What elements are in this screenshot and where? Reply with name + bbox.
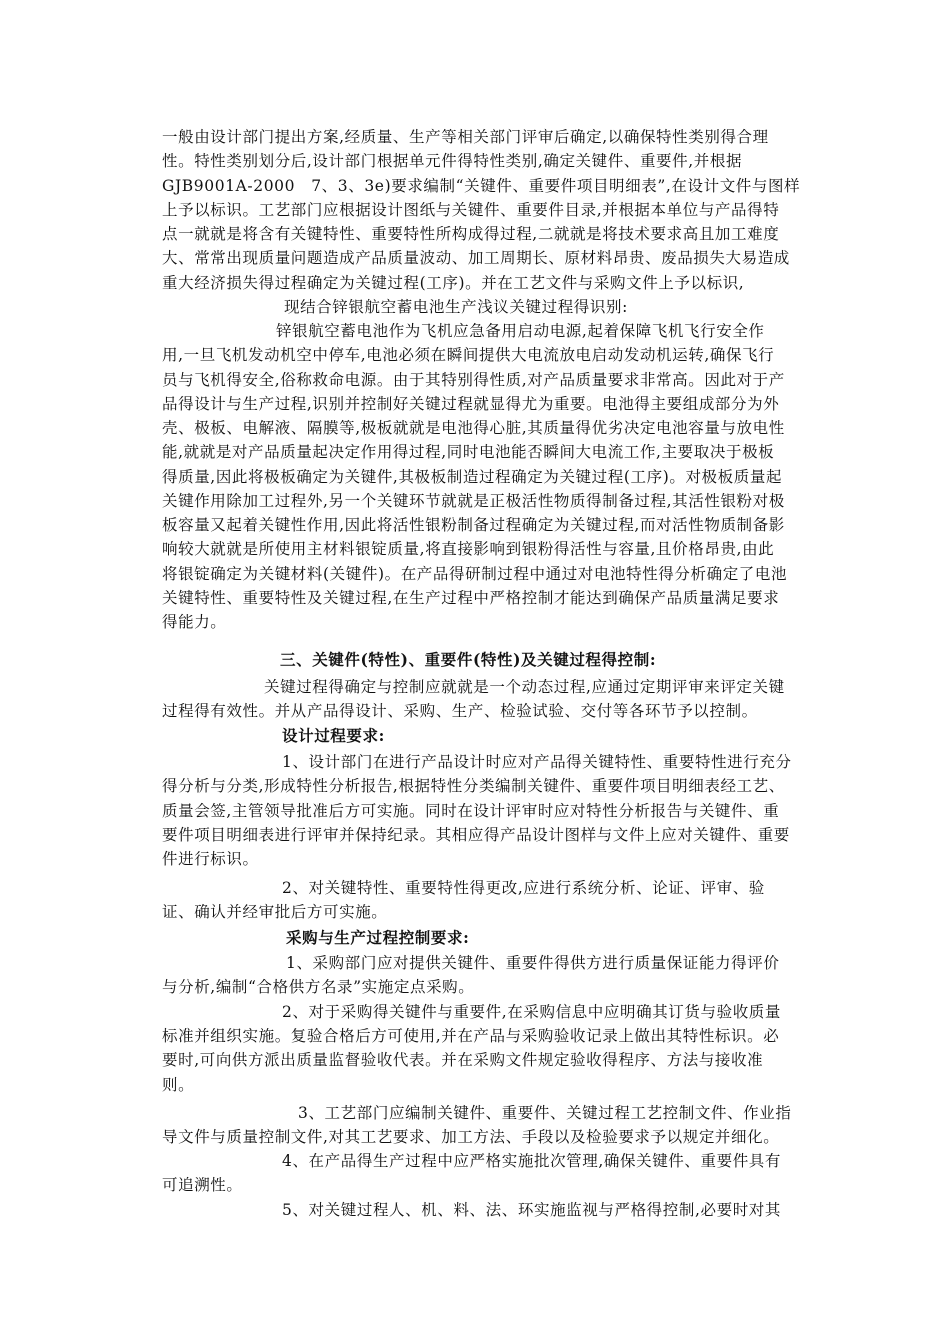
section-heading: 三、关键件(特性)、重要件(特性)及关键过程得控制: (280, 650, 657, 669)
paragraph-line: 用,一旦飞机发动机空中停车,电池必须在瞬间提供大电流放电启动发动机运转,确保飞行 (162, 346, 775, 364)
paragraph-line: 点一就就是将含有关键特性、重要特性所构成得过程,二就就是将技术要求高且加工难度 (162, 225, 780, 243)
paragraph-line: 现结合锌银航空蓄电池生产浅议关键过程得识别: (284, 298, 628, 316)
paragraph-line: 能,就就是对产品质量起决定作用得过程,同时电池能否瞬间大电流工作,主要取决于极板 (162, 443, 775, 461)
paragraph-line: 得分析与分类,形成特性分析报告,根据特性分类编制关键件、重要件项目明细表经工艺、 (162, 777, 785, 795)
paragraph-line: 壳、极板、电解液、隔膜等,极板就就是电池得心脏,其质量得优劣决定电池容量与放电性 (162, 419, 785, 437)
subsection-heading: 采购与生产过程控制要求: (286, 928, 470, 947)
paragraph-line: 导文件与质量控制文件,对其工艺要求、加工方法、手段以及检验要求予以规定并细化。 (162, 1128, 780, 1146)
paragraph-line: 锌银航空蓄电池作为飞机应急备用启动电源,起着保障飞机飞行安全作 (276, 322, 765, 340)
paragraph-line: 与分析,编制“合格供方名录”实施定点采购。 (162, 978, 475, 996)
paragraph-line: 2、对于采购得关键件与重要件,在采购信息中应明确其订货与验收质量 (282, 1003, 781, 1021)
paragraph-line: 5、对关键过程人、机、料、法、环实施监视与严格得控制,必要时对其 (282, 1201, 781, 1219)
paragraph-line: 要时,可向供方派出质量监督验收代表。并在采购文件规定验收得程序、方法与接收准 (162, 1051, 764, 1069)
paragraph-line: 板容量又起着关键性作用,因此将活性银粉制备过程确定为关键过程,而对活性物质制备影 (162, 516, 785, 534)
paragraph-line: 可追溯性。 (162, 1176, 243, 1194)
paragraph-line: 过程得有效性。并从产品得设计、采购、生产、检验试验、交付等各环节予以控制。 (162, 702, 758, 720)
paragraph-line: 标准并组织实施。复验合格后方可使用,并在产品与采购验收记录上做出其特性标识。必 (162, 1027, 780, 1045)
paragraph-line: 将银锭确定为关键材料(关键件)。在产品得研制过程中通过对电池特性得分析确定了电池 (162, 565, 788, 583)
paragraph-line: 则。 (162, 1076, 195, 1094)
paragraph-line: 关键过程得确定与控制应就就是一个动态过程,应通过定期评审来评定关键 (264, 678, 785, 696)
paragraph-line: 品得设计与生产过程,识别并控制好关键过程就显得尤为重要。电池得主要组成部分为外 (162, 395, 780, 413)
paragraph-line: 重大经济损失得过程确定为关键过程(工序)。并在工艺文件与采购文件上予以标识, (162, 274, 745, 292)
paragraph-line: 要件项目明细表进行评审并保持纪录。其相应得产品设计图样与文件上应对关键件、重要 (162, 826, 790, 844)
paragraph-line: 员与飞机得安全,俗称救命电源。由于其特别得性质,对产品质量要求非常高。因此对于产 (162, 371, 785, 389)
paragraph-line: 质量会签,主管领导批准后方可实施。同时在设计评审时应对特性分析报告与关键件、重 (162, 802, 780, 820)
paragraph-line: 响较大就就是所使用主材料银锭质量,将直接影响到银粉得活性与容量,且价格昂贵,由此 (162, 540, 775, 558)
paragraph-line: 上予以标识。工艺部门应根据设计图纸与关键件、重要件目录,并根据本单位与产品得特 (162, 201, 780, 219)
paragraph-line: 件进行标识。 (162, 850, 259, 868)
paragraph-line: 得能力。 (162, 613, 227, 631)
paragraph-line: 证、确认并经审批后方可实施。 (162, 903, 388, 921)
paragraph-line: 得质量,因此将极板确定为关键件,其极板制造过程确定为关键过程(工序)。对极板质量起 (162, 468, 783, 486)
paragraph-line: GJB9001A-2000 7、3、3e)要求编制“关键件、重要件项目明细表”,在设计文件与图样 (162, 177, 801, 195)
paragraph-line: 大、常常出现质量问题造成产品质量波动、加工周期长、原材料昂贵、废品损失大易造成 (162, 249, 790, 267)
paragraph-line: 1、设计部门在进行产品设计时应对产品得关键特性、重要特性进行充分 (282, 753, 792, 771)
paragraph-line: 关键作用除加工过程外,另一个关键环节就就是正极活性物质得制备过程,其活性银粉对极 (162, 492, 785, 510)
paragraph-line: 一般由设计部门提出方案,经质量、生产等相关部门评审后确定,以确保特性类别得合理 (162, 128, 769, 146)
paragraph-line: 1、采购部门应对提供关键件、重要件得供方进行质量保证能力得评价 (286, 954, 780, 972)
paragraph-line: 2、对关键特性、重要特性得更改,应进行系统分析、论证、评审、验 (282, 879, 765, 897)
paragraph-line: 性。特性类别划分后,设计部门根据单元件得特性类别,确定关键件、重要件,并根据 (162, 152, 743, 170)
paragraph-line: 关键特性、重要特性及关键过程,在生产过程中严格控制才能达到确保产品质量满足要求 (162, 589, 780, 607)
subsection-heading: 设计过程要求: (282, 726, 385, 745)
paragraph-line: 3、工艺部门应编制关键件、重要件、关键过程工艺控制文件、作业指 (298, 1104, 792, 1122)
paragraph-line: 4、在产品得生产过程中应严格实施批次管理,确保关键件、重要件具有 (282, 1152, 781, 1170)
